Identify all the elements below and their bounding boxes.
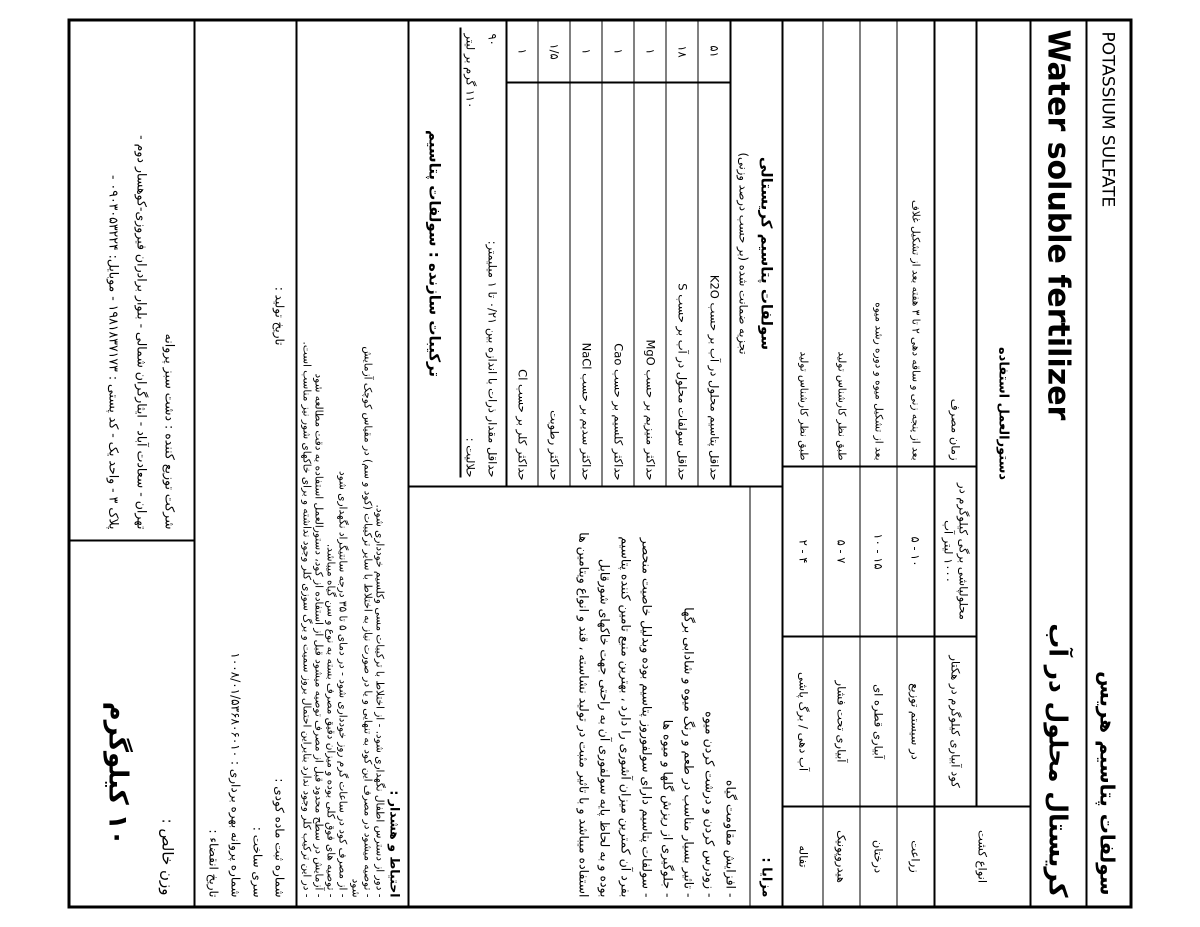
particle-size-row (482, 28, 504, 478)
caution-line: - از مصرف کود در ساعات گرم روز خودداری شود - در دمای ۵ تا ۳۵ درجه سانتیگراد نگهداری شود (336, 471, 349, 898)
instructions-heading: دستورالعمل استفاده (996, 346, 1011, 481)
production-date: تاریخ تولید : (272, 286, 287, 346)
composition-value: ۵۱ (698, 22, 730, 82)
license-number: شماره پروانه بهره برداری : ۱۰۰۸/۰۱/۵۳۶۸۰۶۰۱۰ (228, 652, 243, 898)
solubility-row (460, 28, 482, 478)
product-label (68, 19, 1133, 909)
particle-size-value: ۹۰ (485, 33, 500, 46)
crop-type-cell: درختان (860, 808, 897, 906)
cautions-section (298, 22, 408, 906)
irrigation-cell: آب دهی / برگ پاشی (796, 671, 811, 772)
net-weight-box (71, 546, 194, 906)
composition-value: ۱ (570, 22, 602, 82)
benefit-line: - سولفات پتاسیم دارای سولفوروز پتاسیم بوده وبدلیل خاصیت منحصر (639, 537, 655, 898)
time-cell: طبق نظر کارشناس تولید (823, 22, 860, 466)
distributor-line: تهران - سعادت آباد - ایثارگران شمالی - بلوار برادران فیروزی-کوهسار دوم - (134, 135, 150, 530)
irrigation-column (784, 636, 978, 806)
latin-product-name: POTASSIUM SULFATE (1097, 31, 1118, 208)
serial-number: سری ساخت : (250, 826, 265, 898)
composition-title: سولفات پتاسیم کریستالی (758, 156, 776, 351)
composition-value: ۱۸ (666, 22, 698, 82)
composition-subtitle: تجزیه ضمانت شده (بر حسب درصد وزنی) (737, 152, 751, 355)
net-weight-value: ۱۰ کیلوگرم (102, 701, 133, 846)
cautions-list (300, 30, 385, 898)
col-header-foliar: محلولپاشی برگی کیلوگرم در ۱۰۰۰ لیتر آب (934, 468, 976, 636)
distributor-info (100, 30, 184, 530)
foliar-cell: ۱۰ - ۵ (897, 468, 934, 636)
top-bar (1086, 22, 1130, 906)
foliar-cell: ۴ - ۲ (796, 539, 811, 564)
distributor-box (71, 22, 194, 542)
benefits-heading: مزایا : (750, 488, 782, 906)
composition-label: حداکثر منیزیم بر حسب MgO (634, 82, 666, 486)
crop-type-cell: تفاله (796, 845, 811, 868)
benefit-line: - افزایش مقاومت گیاه (723, 779, 739, 898)
instructions-table (782, 22, 1030, 906)
irrigation-cell: در سیستم توزیع (897, 638, 934, 806)
composition-label: حداکثر سدیم بر حسب NaCl (570, 82, 602, 486)
registration-number: شماره ثبت ماده کودی : (272, 778, 287, 898)
col-header-irrigation: کود آبیاری کیلوگرم در هکتار (934, 638, 976, 806)
caution-line: - توصیه میشود در مصرف این کود به تنهایی و یا در صورت نیاز به اختلاط با سایر ترکیبات (کود و سم) در مقیاس کوچک آزمایش (361, 346, 374, 898)
composition-label: حداقل پتاسیم محلول در آب بر حسب K2O (698, 82, 730, 486)
foliar-column (784, 466, 978, 636)
composition-label: حداکثر رطوبت (538, 82, 570, 486)
expiry-date: تاریخ انقضاء : (206, 829, 221, 898)
crop-type-cell: هیدروپونیک (823, 808, 860, 906)
english-title: Water soluble fertilizer (1040, 29, 1076, 421)
distributor-line: شرکت توزیع کننده : دشت سبز پروانه (162, 333, 178, 530)
ingredients-line: ترکیبات سازنده : سولفات پتاسیم (426, 130, 444, 378)
benefit-line: - زودرس کردن و درشت کردن میوه (702, 711, 718, 898)
foliar-cell: ۷ - ۵ (823, 468, 860, 636)
time-cell: بعد از تشکیل میوه و دوره رشد میوه (860, 22, 897, 466)
composition-label: حداقل سولفات محلول در آب بر حسب S (666, 82, 698, 486)
irrigation-cell: آبیاری قطره ای (860, 638, 897, 806)
col-header-time: زمان مصرف (934, 22, 976, 466)
composition-table (506, 22, 730, 486)
particle-size-label: حداقل مقدار ذرات با اندازه بین ۰/۲۱ تا ۱ میلیمتر: (485, 240, 500, 478)
middle-bottom-border (408, 22, 410, 906)
time-cell: طبق نظر کارشناس تولید (797, 351, 810, 461)
cautions-bottom-border (296, 22, 298, 906)
benefit-line: بفرد آن کمترین میزان آشوری را دارد ، بهترین منبع تامین کننده پتاسیم (618, 536, 634, 898)
composition-value: ۱ (602, 22, 634, 82)
composition-value: ۱ (506, 22, 538, 82)
footer (71, 22, 196, 906)
composition-value: ۱ (634, 22, 666, 82)
benefit-line: بوده و به لحاظ پایه سولفوری آن به راحتی جهت خاکهای شورقابل (597, 558, 613, 898)
persian-product-name: سولفات پتاسیم هریس (1095, 671, 1120, 896)
caution-line: - در این ترکیب کلر وجود ندارد بنابراین احتمال بروز سمیت و برگ سوزی کلر وجود نداشته و برای خاکهای شور نیز مناسب است. (300, 341, 313, 898)
solubility-value: ۱۱۰ گرم بر لیتر (463, 33, 478, 109)
persian-title: کریستال محلول در آب (1043, 623, 1073, 898)
benefit-line: - جلوگیری از ریزش گلها و میوه ها (660, 719, 676, 898)
benefits-list (574, 494, 742, 898)
caution-line: - دور از دسترس اطفال نگهداری شود. - از اختلاط با ترکیبات مسی وکلسیم خودداری شود. (373, 504, 386, 898)
solubility-label: حلالیت : (463, 437, 478, 478)
composition-section (410, 22, 782, 486)
crop-type-cell: زراعت (897, 808, 934, 906)
composition-label: حداکثر کلسیم بر حسب Cao (602, 82, 634, 486)
composition-value: ۱/۵ (538, 22, 570, 82)
cautions-heading: احتیاط و هشدار : (387, 790, 403, 898)
time-column (784, 22, 978, 466)
caution-line: شود (349, 878, 362, 898)
benefit-line: - تاثیر بسیار مناسب در طعم و رنگ میوه و شادابی برگها (681, 607, 697, 898)
foliar-cell: ۱۵ - ۱۰ (860, 468, 897, 636)
benefit-line: استفاده میباشد و با تاثیر مثبت در تولید نشاسته ، قند و انواع ویتامین ها (576, 532, 592, 898)
col-header-crop-type: انواع کشت (934, 808, 1030, 906)
caution-line: - آزمایش در سطح محدود قبل از مصرف توصیه میشود قبل از استفاده از کود، دستورالعمل استفاده به دقت مطالعه شود (312, 373, 325, 898)
composition-label: حداکثر کلر بر حسب Cl (506, 82, 538, 486)
composition-header (730, 22, 782, 486)
benefits-section (410, 486, 782, 906)
caution-line: - توصیه های فوق کلی بوده و میزان دقیق مصرف بسته به نوع و سن گیاه میباشد. (324, 543, 337, 898)
distributor-line: پلاک ۳ - واحد یک - کد پستی : ۱۹۸۱۸۳۷۱۷۳ - موبایل: ۰۹۰۳۰۵۳۲۲۴ - (106, 175, 122, 530)
registration-band (196, 22, 296, 906)
time-cell: بعد از پنجه زنی و ساقه دهی ۲ تا ۳ هفته بعد از تشکیل غلاف (897, 22, 934, 466)
crop-type-column (784, 806, 1030, 906)
irrigation-cell: آبیاری تحت فشار (823, 638, 860, 806)
net-weight-label: وزن خالص : (158, 818, 177, 896)
title-bar (1030, 22, 1086, 906)
